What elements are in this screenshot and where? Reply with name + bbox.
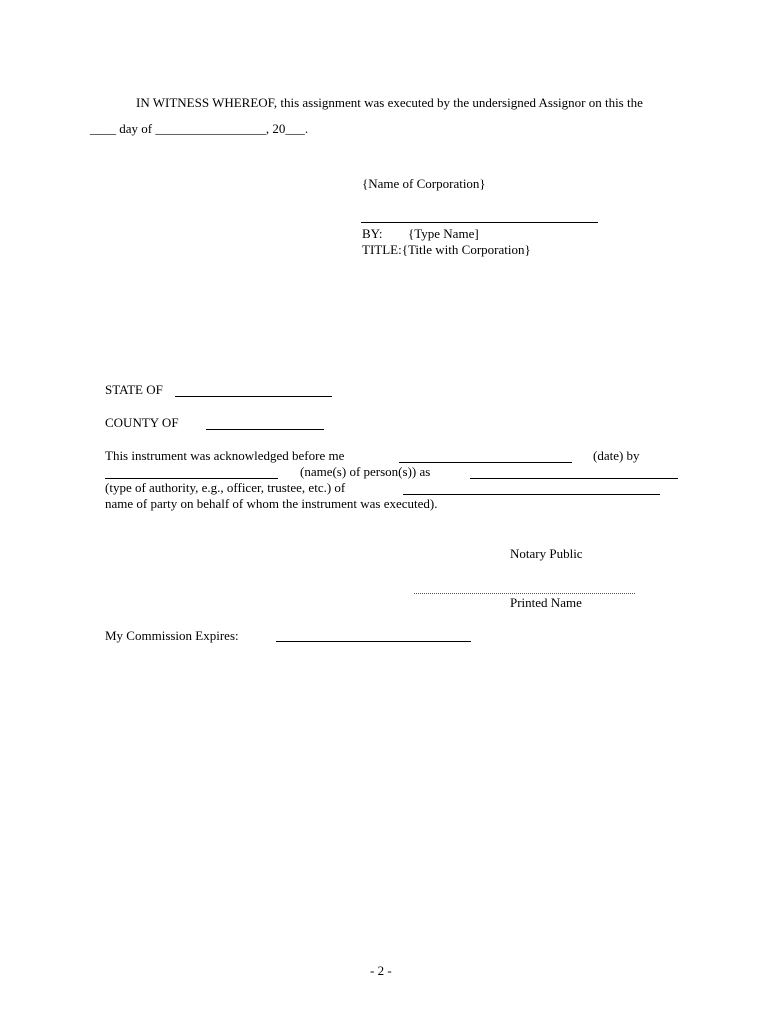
names-as-text: (name(s) of person(s)) as: [300, 464, 431, 479]
by-name: {Type Name]: [408, 226, 479, 241]
authority-blank: [470, 478, 678, 479]
printed-name-label: Printed Name: [510, 595, 582, 610]
state-label: STATE OF: [105, 382, 163, 397]
page-number: - 2 -: [370, 963, 392, 978]
authority-text: (type of authority, e.g., officer, trustee, etc.) of: [105, 480, 346, 495]
signature-line: [361, 222, 598, 223]
title-line: TITLE:{Title with Corporation}: [362, 242, 531, 257]
witness-line-1: IN WITNESS WHEREOF, this assignment was executed by the undersigned Assignor on this the: [136, 95, 643, 110]
witness-line-2: ____ day of _________________, 20___.: [90, 121, 309, 136]
county-blank: [206, 429, 324, 430]
notary-public-label: Notary Public: [510, 546, 583, 561]
commission-blank: [276, 641, 471, 642]
printed-name-line: [414, 593, 635, 594]
commission-label: My Commission Expires:: [105, 628, 239, 643]
date-by-text: (date) by: [593, 448, 640, 463]
state-blank: [175, 396, 332, 397]
by-label: BY:: [362, 226, 383, 241]
date-blank: [399, 462, 572, 463]
person-name-blank: [105, 478, 278, 479]
party-blank: [403, 494, 660, 495]
county-label: COUNTY OF: [105, 415, 179, 430]
corporation-name: {Name of Corporation}: [362, 176, 486, 191]
party-text: name of party on behalf of whom the instrument was executed).: [105, 496, 438, 511]
acknowledged-text: This instrument was acknowledged before me: [105, 448, 345, 463]
